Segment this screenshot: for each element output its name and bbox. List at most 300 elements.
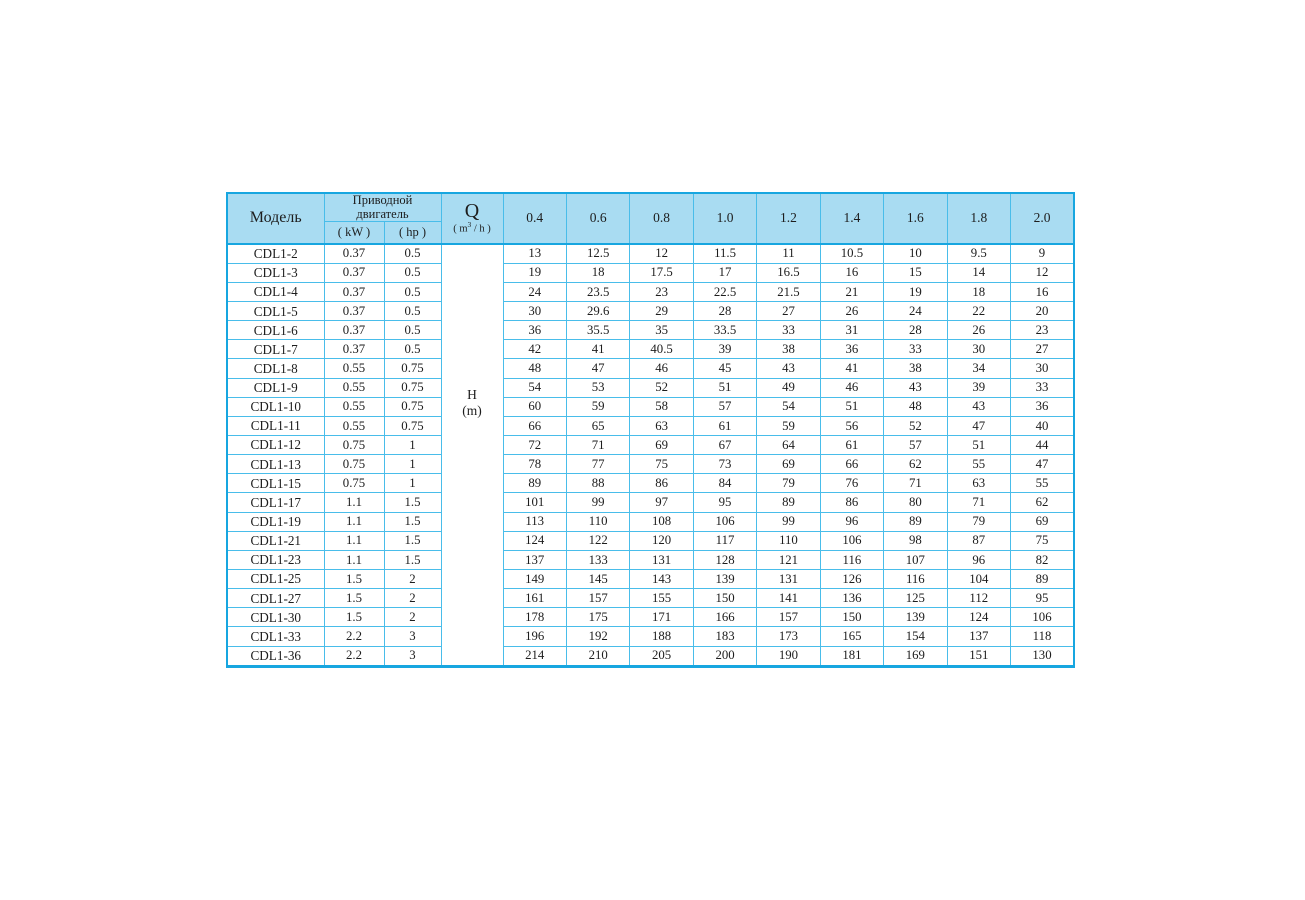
head-value-cell: 23 bbox=[1011, 321, 1074, 340]
model-cell: CDL1-3 bbox=[227, 263, 324, 282]
hp-cell: 3 bbox=[384, 627, 441, 646]
table-row bbox=[227, 627, 1074, 646]
head-value-cell: 71 bbox=[884, 474, 947, 493]
model-cell: CDL1-17 bbox=[227, 493, 324, 512]
kw-column-header: ( kW ) bbox=[324, 222, 384, 244]
head-value-cell: 12 bbox=[630, 244, 693, 264]
head-value-cell: 30 bbox=[503, 302, 566, 321]
head-value-cell: 28 bbox=[884, 321, 947, 340]
head-value-cell: 36 bbox=[503, 321, 566, 340]
head-value-cell: 200 bbox=[693, 646, 756, 666]
head-value-cell: 54 bbox=[503, 378, 566, 397]
head-value-cell: 104 bbox=[947, 569, 1010, 588]
table-row bbox=[227, 493, 1074, 512]
model-cell: CDL1-2 bbox=[227, 244, 324, 264]
table-header bbox=[227, 193, 1074, 244]
head-value-cell: 54 bbox=[757, 397, 820, 416]
kw-cell: 0.37 bbox=[324, 340, 384, 359]
head-value-cell: 116 bbox=[884, 569, 947, 588]
head-value-cell: 24 bbox=[503, 282, 566, 301]
kw-cell: 0.37 bbox=[324, 302, 384, 321]
head-value-cell: 183 bbox=[693, 627, 756, 646]
head-value-cell: 139 bbox=[693, 569, 756, 588]
head-value-cell: 110 bbox=[757, 531, 820, 550]
head-value-cell: 214 bbox=[503, 646, 566, 666]
head-value-cell: 89 bbox=[757, 493, 820, 512]
hp-cell: 1.5 bbox=[384, 531, 441, 550]
head-value-cell: 23 bbox=[630, 282, 693, 301]
head-value-cell: 21 bbox=[820, 282, 883, 301]
head-value-cell: 151 bbox=[947, 646, 1010, 666]
model-cell: CDL1-7 bbox=[227, 340, 324, 359]
head-value-cell: 55 bbox=[1011, 474, 1074, 493]
hp-cell: 1 bbox=[384, 474, 441, 493]
head-value-cell: 80 bbox=[884, 493, 947, 512]
head-value-cell: 154 bbox=[884, 627, 947, 646]
hp-cell: 2 bbox=[384, 569, 441, 588]
head-value-cell: 27 bbox=[1011, 340, 1074, 359]
hp-cell: 2 bbox=[384, 608, 441, 627]
head-value-cell: 39 bbox=[693, 340, 756, 359]
model-cell: CDL1-9 bbox=[227, 378, 324, 397]
kw-cell: 1.5 bbox=[324, 608, 384, 627]
head-value-cell: 12.5 bbox=[566, 244, 629, 264]
flow-column-header: 0.4 bbox=[503, 193, 566, 244]
kw-cell: 1.1 bbox=[324, 493, 384, 512]
table-row bbox=[227, 416, 1074, 435]
head-value-cell: 110 bbox=[566, 512, 629, 531]
head-value-cell: 122 bbox=[566, 531, 629, 550]
model-cell: CDL1-6 bbox=[227, 321, 324, 340]
head-value-cell: 131 bbox=[757, 569, 820, 588]
head-value-cell: 9 bbox=[1011, 244, 1074, 264]
model-cell: CDL1-19 bbox=[227, 512, 324, 531]
head-value-cell: 33 bbox=[757, 321, 820, 340]
head-value-cell: 155 bbox=[630, 589, 693, 608]
head-value-cell: 30 bbox=[1011, 359, 1074, 378]
head-value-cell: 52 bbox=[630, 378, 693, 397]
h-symbol: H bbox=[467, 386, 477, 402]
head-value-cell: 173 bbox=[757, 627, 820, 646]
head-value-cell: 133 bbox=[566, 550, 629, 569]
head-value-cell: 45 bbox=[693, 359, 756, 378]
head-value-cell: 61 bbox=[693, 416, 756, 435]
head-value-cell: 39 bbox=[947, 378, 1010, 397]
table-row bbox=[227, 608, 1074, 627]
table-row bbox=[227, 244, 1074, 264]
head-value-cell: 72 bbox=[503, 436, 566, 455]
flow-column-header: 0.6 bbox=[566, 193, 629, 244]
head-value-cell: 143 bbox=[630, 569, 693, 588]
head-value-cell: 75 bbox=[1011, 531, 1074, 550]
model-cell: CDL1-33 bbox=[227, 627, 324, 646]
head-value-cell: 19 bbox=[884, 282, 947, 301]
hp-cell: 0.75 bbox=[384, 416, 441, 435]
head-value-cell: 79 bbox=[757, 474, 820, 493]
head-value-cell: 42 bbox=[503, 340, 566, 359]
hp-column-header: ( hp ) bbox=[384, 222, 441, 244]
head-value-cell: 88 bbox=[566, 474, 629, 493]
head-value-cell: 34 bbox=[947, 359, 1010, 378]
kw-cell: 0.55 bbox=[324, 378, 384, 397]
header-row-1 bbox=[227, 193, 1074, 222]
head-value-cell: 20 bbox=[1011, 302, 1074, 321]
head-value-cell: 13 bbox=[503, 244, 566, 264]
head-value-cell: 116 bbox=[820, 550, 883, 569]
hp-cell: 1.5 bbox=[384, 493, 441, 512]
hp-cell: 0.5 bbox=[384, 321, 441, 340]
table-row bbox=[227, 569, 1074, 588]
head-value-cell: 49 bbox=[757, 378, 820, 397]
head-value-cell: 35 bbox=[630, 321, 693, 340]
head-value-cell: 71 bbox=[947, 493, 1010, 512]
head-value-cell: 17 bbox=[693, 263, 756, 282]
head-value-cell: 89 bbox=[1011, 569, 1074, 588]
hp-cell: 1 bbox=[384, 436, 441, 455]
head-value-cell: 69 bbox=[757, 455, 820, 474]
head-value-cell: 31 bbox=[820, 321, 883, 340]
head-value-cell: 95 bbox=[1011, 589, 1074, 608]
head-value-cell: 89 bbox=[503, 474, 566, 493]
kw-cell: 2.2 bbox=[324, 627, 384, 646]
kw-cell: 0.37 bbox=[324, 244, 384, 264]
head-value-cell: 96 bbox=[820, 512, 883, 531]
head-value-cell: 171 bbox=[630, 608, 693, 627]
model-cell: CDL1-15 bbox=[227, 474, 324, 493]
model-cell: CDL1-11 bbox=[227, 416, 324, 435]
head-value-cell: 40.5 bbox=[630, 340, 693, 359]
head-value-cell: 106 bbox=[820, 531, 883, 550]
model-cell: CDL1-13 bbox=[227, 455, 324, 474]
model-column-header: Модель bbox=[227, 193, 324, 244]
q-symbol: Q bbox=[464, 200, 480, 223]
head-value-cell: 47 bbox=[566, 359, 629, 378]
model-cell: CDL1-4 bbox=[227, 282, 324, 301]
head-value-cell: 120 bbox=[630, 531, 693, 550]
head-value-cell: 38 bbox=[884, 359, 947, 378]
head-value-cell: 67 bbox=[693, 436, 756, 455]
head-value-cell: 57 bbox=[693, 397, 756, 416]
kw-cell: 0.37 bbox=[324, 263, 384, 282]
head-value-cell: 16.5 bbox=[757, 263, 820, 282]
head-value-cell: 136 bbox=[820, 589, 883, 608]
head-value-cell: 17.5 bbox=[630, 263, 693, 282]
head-value-cell: 139 bbox=[884, 608, 947, 627]
head-value-cell: 63 bbox=[630, 416, 693, 435]
head-value-cell: 130 bbox=[1011, 646, 1074, 666]
head-value-cell: 33.5 bbox=[693, 321, 756, 340]
head-value-cell: 40 bbox=[1011, 416, 1074, 435]
motor-label-line2: двигатель bbox=[356, 206, 409, 221]
kw-cell: 0.37 bbox=[324, 321, 384, 340]
head-value-cell: 43 bbox=[884, 378, 947, 397]
head-value-cell: 121 bbox=[757, 550, 820, 569]
head-value-cell: 33 bbox=[884, 340, 947, 359]
hp-cell: 0.5 bbox=[384, 340, 441, 359]
hp-cell: 1.5 bbox=[384, 512, 441, 531]
head-value-cell: 75 bbox=[630, 455, 693, 474]
head-value-cell: 41 bbox=[820, 359, 883, 378]
head-value-cell: 69 bbox=[630, 436, 693, 455]
table-row bbox=[227, 359, 1074, 378]
head-value-cell: 60 bbox=[503, 397, 566, 416]
head-value-cell: 48 bbox=[503, 359, 566, 378]
head-value-cell: 18 bbox=[947, 282, 1010, 301]
head-value-cell: 98 bbox=[884, 531, 947, 550]
flow-column-header: 1.8 bbox=[947, 193, 1010, 244]
kw-cell: 1.1 bbox=[324, 550, 384, 569]
h-unit: (m) bbox=[462, 403, 482, 419]
head-value-cell: 36 bbox=[820, 340, 883, 359]
head-value-cell: 86 bbox=[630, 474, 693, 493]
head-value-cell: 46 bbox=[820, 378, 883, 397]
head-value-cell: 205 bbox=[630, 646, 693, 666]
head-value-cell: 77 bbox=[566, 455, 629, 474]
head-value-cell: 192 bbox=[566, 627, 629, 646]
head-value-cell: 12 bbox=[1011, 263, 1074, 282]
head-value-cell: 63 bbox=[947, 474, 1010, 493]
head-value-cell: 118 bbox=[1011, 627, 1074, 646]
model-cell: CDL1-25 bbox=[227, 569, 324, 588]
model-cell: CDL1-8 bbox=[227, 359, 324, 378]
head-unit-cell bbox=[441, 244, 503, 667]
head-value-cell: 46 bbox=[630, 359, 693, 378]
hp-cell: 2 bbox=[384, 589, 441, 608]
head-value-cell: 78 bbox=[503, 455, 566, 474]
head-value-cell: 43 bbox=[757, 359, 820, 378]
head-value-cell: 157 bbox=[566, 589, 629, 608]
kw-cell: 0.55 bbox=[324, 416, 384, 435]
head-value-cell: 84 bbox=[693, 474, 756, 493]
flow-column-header: 0.8 bbox=[630, 193, 693, 244]
head-value-cell: 10.5 bbox=[820, 244, 883, 264]
head-value-cell: 22 bbox=[947, 302, 1010, 321]
head-value-cell: 166 bbox=[693, 608, 756, 627]
head-value-cell: 51 bbox=[947, 436, 1010, 455]
head-value-cell: 137 bbox=[947, 627, 1010, 646]
table-row bbox=[227, 512, 1074, 531]
head-value-cell: 117 bbox=[693, 531, 756, 550]
head-value-cell: 108 bbox=[630, 512, 693, 531]
head-value-cell: 30 bbox=[947, 340, 1010, 359]
kw-cell: 0.75 bbox=[324, 436, 384, 455]
head-value-cell: 23.5 bbox=[566, 282, 629, 301]
head-value-cell: 22.5 bbox=[693, 282, 756, 301]
head-value-cell: 126 bbox=[820, 569, 883, 588]
head-value-cell: 137 bbox=[503, 550, 566, 569]
head-value-cell: 190 bbox=[757, 646, 820, 666]
kw-cell: 0.75 bbox=[324, 474, 384, 493]
head-value-cell: 141 bbox=[757, 589, 820, 608]
flow-column-header: 1.2 bbox=[757, 193, 820, 244]
head-value-cell: 51 bbox=[693, 378, 756, 397]
head-value-cell: 71 bbox=[566, 436, 629, 455]
head-value-cell: 157 bbox=[757, 608, 820, 627]
head-value-cell: 47 bbox=[1011, 455, 1074, 474]
head-value-cell: 58 bbox=[630, 397, 693, 416]
flow-q-column-header bbox=[441, 193, 503, 244]
table-row bbox=[227, 378, 1074, 397]
table-row bbox=[227, 302, 1074, 321]
head-value-cell: 101 bbox=[503, 493, 566, 512]
head-value-cell: 79 bbox=[947, 512, 1010, 531]
table-row bbox=[227, 263, 1074, 282]
head-value-cell: 52 bbox=[884, 416, 947, 435]
head-value-cell: 73 bbox=[693, 455, 756, 474]
head-value-cell: 26 bbox=[947, 321, 1010, 340]
head-value-cell: 106 bbox=[1011, 608, 1074, 627]
head-value-cell: 26 bbox=[820, 302, 883, 321]
table-row bbox=[227, 282, 1074, 301]
flow-column-header: 1.4 bbox=[820, 193, 883, 244]
head-value-cell: 97 bbox=[630, 493, 693, 512]
table-body bbox=[227, 244, 1074, 667]
head-value-cell: 150 bbox=[820, 608, 883, 627]
pump-spec-table bbox=[226, 192, 1075, 668]
head-value-cell: 16 bbox=[1011, 282, 1074, 301]
head-value-cell: 28 bbox=[693, 302, 756, 321]
kw-cell: 1.1 bbox=[324, 531, 384, 550]
h-unit-label bbox=[442, 387, 503, 421]
flow-column-header: 1.6 bbox=[884, 193, 947, 244]
table-row bbox=[227, 436, 1074, 455]
flow-column-header: 1.0 bbox=[693, 193, 756, 244]
head-value-cell: 43 bbox=[947, 397, 1010, 416]
model-cell: CDL1-10 bbox=[227, 397, 324, 416]
head-value-cell: 76 bbox=[820, 474, 883, 493]
head-value-cell: 161 bbox=[503, 589, 566, 608]
head-value-cell: 19 bbox=[503, 263, 566, 282]
head-value-cell: 124 bbox=[503, 531, 566, 550]
head-value-cell: 33 bbox=[1011, 378, 1074, 397]
head-value-cell: 29 bbox=[630, 302, 693, 321]
head-value-cell: 125 bbox=[884, 589, 947, 608]
model-cell: CDL1-12 bbox=[227, 436, 324, 455]
kw-cell: 2.2 bbox=[324, 646, 384, 666]
table-row bbox=[227, 646, 1074, 666]
head-value-cell: 55 bbox=[947, 455, 1010, 474]
head-value-cell: 131 bbox=[630, 550, 693, 569]
head-value-cell: 99 bbox=[566, 493, 629, 512]
head-value-cell: 56 bbox=[820, 416, 883, 435]
head-value-cell: 64 bbox=[757, 436, 820, 455]
hp-cell: 0.75 bbox=[384, 359, 441, 378]
table-row bbox=[227, 397, 1074, 416]
head-value-cell: 44 bbox=[1011, 436, 1074, 455]
head-value-cell: 181 bbox=[820, 646, 883, 666]
model-cell: CDL1-23 bbox=[227, 550, 324, 569]
head-value-cell: 112 bbox=[947, 589, 1010, 608]
head-value-cell: 51 bbox=[820, 397, 883, 416]
head-value-cell: 11 bbox=[757, 244, 820, 264]
head-value-cell: 10 bbox=[884, 244, 947, 264]
hp-cell: 0.75 bbox=[384, 397, 441, 416]
head-value-cell: 107 bbox=[884, 550, 947, 569]
head-value-cell: 169 bbox=[884, 646, 947, 666]
head-value-cell: 35.5 bbox=[566, 321, 629, 340]
head-value-cell: 66 bbox=[820, 455, 883, 474]
head-value-cell: 165 bbox=[820, 627, 883, 646]
head-value-cell: 57 bbox=[884, 436, 947, 455]
head-value-cell: 65 bbox=[566, 416, 629, 435]
hp-cell: 1 bbox=[384, 455, 441, 474]
head-value-cell: 29.6 bbox=[566, 302, 629, 321]
model-cell: CDL1-27 bbox=[227, 589, 324, 608]
head-value-cell: 89 bbox=[884, 512, 947, 531]
model-cell: CDL1-36 bbox=[227, 646, 324, 666]
head-value-cell: 95 bbox=[693, 493, 756, 512]
kw-cell: 0.55 bbox=[324, 397, 384, 416]
head-value-cell: 113 bbox=[503, 512, 566, 531]
head-value-cell: 24 bbox=[884, 302, 947, 321]
head-value-cell: 86 bbox=[820, 493, 883, 512]
q-unit: ( $m^3$ / h ) bbox=[453, 220, 491, 235]
model-cell: CDL1-30 bbox=[227, 608, 324, 627]
head-value-cell: 149 bbox=[503, 569, 566, 588]
hp-cell: 0.5 bbox=[384, 263, 441, 282]
hp-cell: 1.5 bbox=[384, 550, 441, 569]
head-value-cell: 69 bbox=[1011, 512, 1074, 531]
hp-cell: 0.75 bbox=[384, 378, 441, 397]
table-row bbox=[227, 531, 1074, 550]
head-value-cell: 59 bbox=[566, 397, 629, 416]
head-value-cell: 66 bbox=[503, 416, 566, 435]
table-row bbox=[227, 340, 1074, 359]
hp-cell: 3 bbox=[384, 646, 441, 666]
head-value-cell: 124 bbox=[947, 608, 1010, 627]
kw-cell: 0.75 bbox=[324, 455, 384, 474]
head-value-cell: 62 bbox=[1011, 493, 1074, 512]
head-value-cell: 62 bbox=[884, 455, 947, 474]
table-row bbox=[227, 550, 1074, 569]
head-value-cell: 128 bbox=[693, 550, 756, 569]
hp-cell: 0.5 bbox=[384, 302, 441, 321]
head-value-cell: 59 bbox=[757, 416, 820, 435]
kw-cell: 1.5 bbox=[324, 589, 384, 608]
head-value-cell: 27 bbox=[757, 302, 820, 321]
head-value-cell: 11.5 bbox=[693, 244, 756, 264]
table-row bbox=[227, 589, 1074, 608]
head-value-cell: 61 bbox=[820, 436, 883, 455]
kw-cell: 1.1 bbox=[324, 512, 384, 531]
head-value-cell: 9.5 bbox=[947, 244, 1010, 264]
head-value-cell: 16 bbox=[820, 263, 883, 282]
head-value-cell: 21.5 bbox=[757, 282, 820, 301]
hp-cell: 0.5 bbox=[384, 244, 441, 264]
head-value-cell: 36 bbox=[1011, 397, 1074, 416]
model-cell: CDL1-5 bbox=[227, 302, 324, 321]
head-value-cell: 196 bbox=[503, 627, 566, 646]
head-value-cell: 175 bbox=[566, 608, 629, 627]
flow-column-header: 2.0 bbox=[1011, 193, 1074, 244]
kw-cell: 1.5 bbox=[324, 569, 384, 588]
kw-cell: 0.55 bbox=[324, 359, 384, 378]
head-value-cell: 178 bbox=[503, 608, 566, 627]
head-value-cell: 48 bbox=[884, 397, 947, 416]
head-value-cell: 53 bbox=[566, 378, 629, 397]
head-value-cell: 38 bbox=[757, 340, 820, 359]
table-row bbox=[227, 455, 1074, 474]
head-value-cell: 15 bbox=[884, 263, 947, 282]
motor-label-line1: Приводной bbox=[352, 193, 413, 207]
motor-column-header bbox=[324, 193, 441, 222]
table-row bbox=[227, 321, 1074, 340]
head-value-cell: 106 bbox=[693, 512, 756, 531]
head-value-cell: 145 bbox=[566, 569, 629, 588]
model-cell: CDL1-21 bbox=[227, 531, 324, 550]
head-value-cell: 82 bbox=[1011, 550, 1074, 569]
hp-cell: 0.5 bbox=[384, 282, 441, 301]
